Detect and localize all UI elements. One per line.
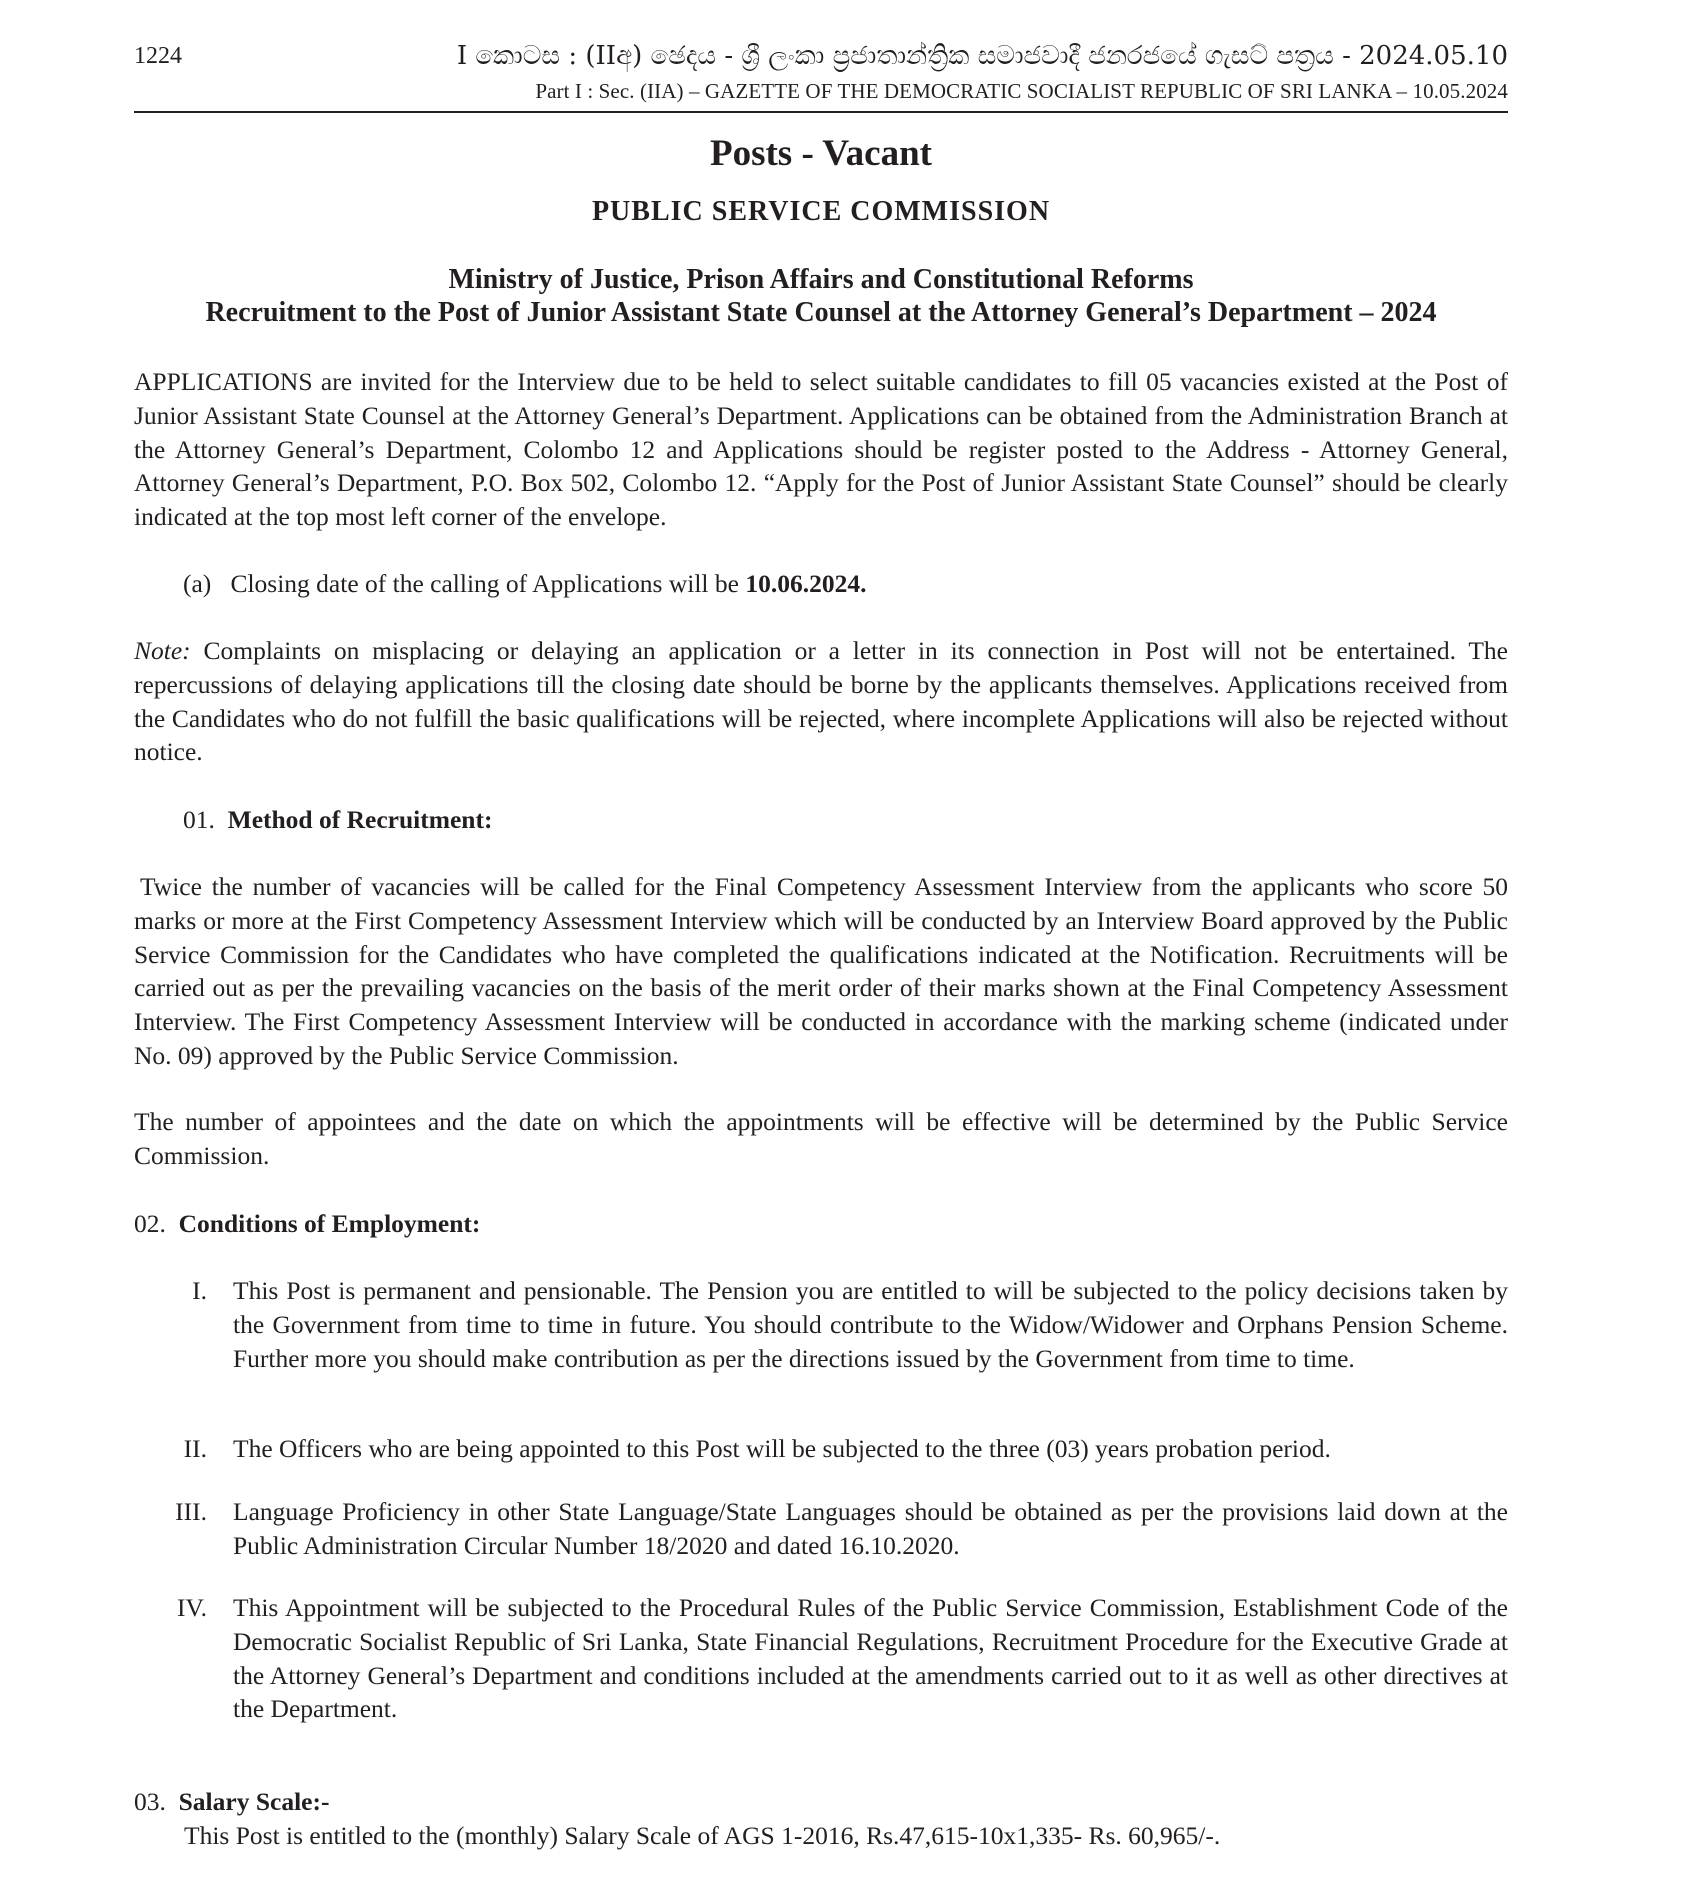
header-divider: [134, 111, 1508, 113]
conditions-heading: [134, 1207, 480, 1241]
condition-item: [134, 1495, 1508, 1563]
condition-label: II.: [183, 1434, 207, 1463]
ministry-heading: Ministry of Justice, Prison Affairs and Constitutional Reforms: [448, 264, 1194, 295]
salary-text: This Post is entitled to the (monthly) Salary Scale of AGS 1-2016, Rs.47,615-10x1,335- Rs. 60,965/-.: [184, 1821, 1221, 1850]
condition-item: [134, 1274, 1508, 1375]
condition-text: Language Proficiency in other State Language/State Languages should be obtained as per the provisions laid down at the Public Administration Circular Number 18/2020 and dated 16.10.2020.: [233, 1497, 1508, 1560]
conditions-title: Conditions of Employment:: [178, 1209, 481, 1238]
section-title: Posts - Vacant: [709, 133, 933, 174]
condition-text: This Appointment will be subjected to the Procedural Rules of the Public Service Commission, Establishment Code of the Democratic Socialist Republic of Sri Lanka, State Financial Regulations, Recruitment Procedure for the Executive Grade at the Attorney General’s Department and conditions included at the amendments carried out to it as well as other directives at the Department.: [233, 1593, 1508, 1724]
conditions-number: 02.: [134, 1209, 166, 1238]
condition-item: [134, 1432, 1508, 1466]
running-header-english: Part I : Sec. (IIA) – GAZETTE OF THE DEMOCRATIC SOCIALIST REPUBLIC OF SRI LANKA – 10.05.2024: [535, 79, 1508, 103]
condition-label: I.: [192, 1276, 207, 1305]
note-text: Complaints on misplacing or delaying an application or a letter in its connection in Post will not be entertained. The repercussions of delaying applications till the closing date should be borne by the applicants themselves. Applications received from the Candidates who do not fulfill the basic qualifications will be rejected, where incomplete Applications will also be rejected without notice.: [134, 636, 1509, 767]
condition-text: This Post is permanent and pensionable. The Pension you are entitled to will be subjected to the policy decisions taken by the Government from time to time in future. You should contribute to the Widow/Widower and Orphans Pension Scheme. Further more you should make contribution as per the directions issued by the Government from time to time.: [233, 1276, 1508, 1373]
commission-heading: PUBLIC SERVICE COMMISSION: [591, 196, 1051, 227]
intro-paragraph: APPLICATIONS are invited for the Interview due to be held to select suitable candidates to fill 05 vacancies existed at the Post of Junior Assistant State Counsel at the Attorney General’s Department. Applications can be obtained from the Administration Branch at the Attorney General’s Department, Colombo 12 and Applications should be register posted to the Address - Attorney General, Attorney General’s Department, P.O. Box 502, Colombo 12. “Apply for the Post of Junior Assistant State Counsel” should be clearly indicated at the top most left corner of the envelope.: [134, 367, 1508, 532]
salary-heading: [134, 1785, 329, 1819]
page-number: 1224: [134, 43, 182, 69]
running-header-sinhala: I කොටස : (IIඅ) ඡෙදය - ශ්‍රී ලංකා ප්‍රජාතාන්ත්‍රික සමාජවාදී ජනරජයේ ගැසට් පත්‍රය - 2024.05.10: [456, 41, 1508, 71]
closing-date-label: (a): [183, 569, 212, 598]
condition-label: IV.: [177, 1593, 207, 1622]
condition-item: [134, 1591, 1508, 1726]
recruitment-title: Recruitment to the Post of Junior Assistant State Counsel at the Attorney General’s Department – 2024: [205, 297, 1437, 328]
note-paragraph: [134, 634, 1508, 769]
condition-label: III.: [175, 1497, 207, 1526]
note-label: Note:: [134, 636, 191, 665]
method-title: Method of Recruitment:: [227, 805, 493, 834]
closing-date-value: 10.06.2024.: [745, 569, 867, 598]
method-paragraph-1: Twice the number of vacancies will be called for the Final Competency Assessment Interview from the applicants who score 50 marks or more at the First Competency Assessment Interview which will be conducted by an Interview Board approved by the Public Service Commission for the Candidates who have completed the qualifications indicated at the Notification. Recruitments will be carried out as per the prevailing vacancies on the basis of the merit order of their marks shown at the Final Competency Assessment Interview. The First Competency Assessment Interview will be conducted in accordance with the marking scheme (indicated under No. 09) approved by the Public Service Commission.: [134, 872, 1508, 1070]
salary-number: 03.: [134, 1787, 166, 1816]
closing-date-text: Closing date of the calling of Applications will be: [230, 569, 739, 598]
salary-title: Salary Scale:-: [178, 1787, 330, 1816]
method-paragraph-2: The number of appointees and the date on which the appointments will be effective will be determined by the Public Service Commission.: [134, 1107, 1508, 1170]
condition-text: The Officers who are being appointed to this Post will be subjected to the three (03) years probation period.: [233, 1434, 1331, 1463]
method-heading: [183, 803, 492, 837]
method-number: 01.: [183, 805, 215, 834]
closing-date-item: [183, 567, 866, 601]
